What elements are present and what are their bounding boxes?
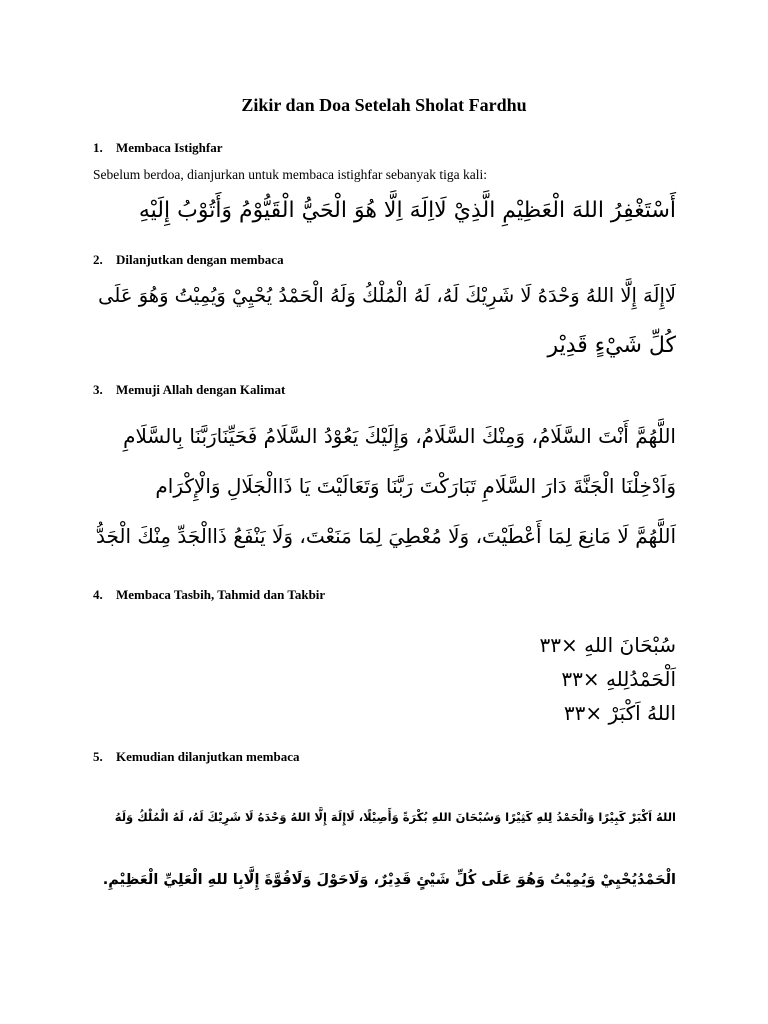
arabic-salam-line-2: وَاَدْخِلْنَا الْجَنَّةَ دَارَ السَّلَامِ تَبَارَكْتَ رَبَّنَا وَتَعَالَيْتَ يَا ذَاالْجَلَالِ وَالْإِكْرَام <box>155 474 676 498</box>
section-5-heading <box>93 749 299 765</box>
tasbih-text: سُبْحَانَ اللهِ <box>584 633 676 657</box>
page-title: Zikir dan Doa Setelah Sholat Fardhu <box>241 95 527 115</box>
section-title: Dilanjutkan dengan membaca <box>116 252 284 267</box>
takbir-text: اللهُ اَكْبَرْ <box>608 701 676 725</box>
arabic-tahlil-line-1: لَاإِلَهَ إِلَّا اللهُ وَحْدَهُ لَا شَرِيْكَ لَهُ، لَهُ الْمُلْكُ وَلَهُ الْحَمْدُ يُحْيِيْ وَيُمِيْتُ وَهُوَ عَلَى <box>98 284 676 307</box>
section-number: 1. <box>93 140 103 155</box>
section-title: Kemudian dilanjutkan membaca <box>116 749 300 764</box>
takbir-line <box>564 701 676 725</box>
tasbih-count: ×٣٣ <box>539 633 578 657</box>
section-3-heading <box>93 382 285 398</box>
tasbih-line <box>540 633 676 657</box>
section-number: 2. <box>93 252 103 267</box>
section-2-heading <box>93 252 284 268</box>
section-number: 4. <box>93 587 103 602</box>
arabic-takbir-line-1: اللهُ اَكْبَرْ كَبِيْرًا وَالْحَمْدُ لِلهِ كَثِيْرًا وَسُبْحَانَ اللهِ بُكْرَةً وَأَصِيْلًا، لَاإِلَهَ إِلَّا اللهُ وَحْدَهُ لَا شَرِيْكَ لَهُ، لَهُ الْمُلْكُ وَلَهُ <box>114 810 676 824</box>
takbir-count: ×٣٣ <box>563 701 603 725</box>
arabic-tahlil-line-2: كُلِّ شَيْءٍ قَدِيْر <box>547 333 676 358</box>
tahmid-text: اَلْحَمْدُلِلهِ <box>605 667 676 691</box>
section-title: Membaca Istighfar <box>116 140 223 155</box>
section-4-heading <box>93 587 325 603</box>
section-1-heading <box>93 140 223 156</box>
tahmid-count: ×٣٣ <box>561 667 600 691</box>
section-1-text: Sebelum berdoa, dianjurkan untuk membaca istighfar sebanyak tiga kali: <box>93 167 488 182</box>
section-number: 5. <box>93 749 103 764</box>
section-title: Membaca Tasbih, Tahmid dan Takbir <box>116 587 326 602</box>
section-number: 3. <box>93 382 103 397</box>
arabic-istighfar: أَسْتَغْفِرُ اللهَ الْعَظِيْمِ الَّذِيْ لَااِلَهَ اِلَّا هُوَ الْحَيُّ الْقَيُّوْمُ وَأَتُوْبُ إِلَيْهِ <box>138 198 676 223</box>
tahmid-line <box>561 667 676 691</box>
arabic-salam-line-1: اللَّهُمَّ أَنْتَ السَّلَامُ، وَمِنْكَ السَّلَامُ، وَإِلَيْكَ يَعُوْدُ السَّلَامُ فَحَيِّنَارَبَّنَا بِالسَّلَامِ <box>123 424 676 448</box>
arabic-takbir-line-2: الْحَمْدُيُحْيِيْ وَيُمِيْتُ وَهُوَ عَلَى كُلِّ شَيْئٍ قَدِيْرٌ، وَلَاحَوْلَ وَلَاقُوَّةَ إِلَّابِا للهِ الْعَلِيِّ الْعَظِيْمِ. <box>102 872 676 888</box>
section-title: Memuji Allah dengan Kalimat <box>116 382 286 397</box>
arabic-salam-line-3: اَللَّهُمَّ لَا مَانِعَ لِمَا أَعْطَيْتَ، وَلَا مُعْطِيَ لِمَا مَنَعْتَ، وَلَا يَنْفَعُ ذَاالْجَدِّ مِنْكَ الْجَدُّ <box>96 524 676 548</box>
